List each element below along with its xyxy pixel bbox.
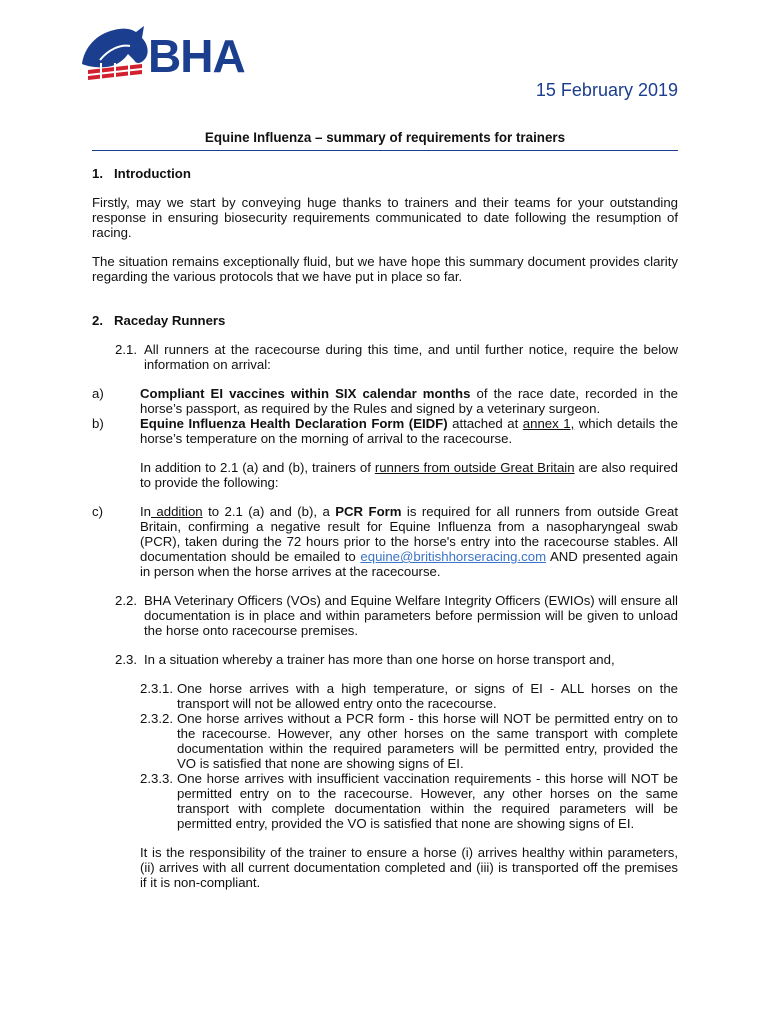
clause-number: 2.1.	[115, 342, 137, 357]
logo-text: BHA	[148, 30, 245, 82]
item-a	[92, 386, 678, 416]
clause-number: 2.3.2.	[140, 711, 173, 726]
responsibility-paragraph: It is the responsibility of the trainer to ensure a horse (i) arrives healthy within parameters, (ii) arrives with all current documentation completed and (iii) is transported off the premises if it is non-compliant.	[140, 845, 678, 890]
clause-text: In a situation whereby a trainer has more than one horse on horse transport and,	[144, 652, 615, 667]
section-2-heading: 2. Raceday Runners	[92, 313, 226, 328]
item-bold-text: Compliant EI vaccines within SIX calendar months	[140, 386, 471, 401]
item-label: c)	[92, 504, 103, 519]
item-mid-text: attached at	[447, 416, 523, 431]
item-mid-text: to 2.1 (a) and (b), a	[202, 504, 336, 519]
item-label: b)	[92, 416, 104, 431]
note-text: In addition to 2.1 (a) and (b), trainers of	[140, 460, 375, 475]
clause-number: 2.3.3.	[140, 771, 173, 786]
bha-logo	[78, 20, 278, 84]
item-text	[140, 416, 678, 446]
item-text	[140, 504, 678, 579]
clause-text: All runners at the racecourse during this time, and until further notice, require the below information on arrival:	[144, 342, 678, 372]
clause-2-3-1	[140, 681, 678, 711]
intro-paragraph-2: The situation remains exceptionally fluid, but we have hope this summary document provides clarity regarding the various protocols that we have put in place so far.	[92, 254, 678, 284]
clause-text: One horse arrives without a PCR form - this horse will NOT be permitted entry on to the racecourse. However, any other horses on the same transport with complete documentation within the required parameters will be permitted entry, provided the VO is satisfied that none are showing signs of EI.	[177, 711, 678, 771]
item-bold-text: PCR Form	[335, 504, 402, 519]
intro-paragraph-1: Firstly, may we start by conveying huge thanks to trainers and their teams for your outstanding response in ensuring biosecurity requirements communicated to date following the resumption of racing.	[92, 195, 678, 240]
item-bold-text: Equine Influenza Health Declaration Form (EIDF)	[140, 416, 448, 431]
email-link[interactable]: equine@britishhorseracing.com	[360, 549, 547, 564]
clause-2-2	[115, 593, 678, 638]
item-c	[92, 504, 678, 579]
horse-head-icon	[82, 26, 148, 67]
clause-number: 2.2.	[115, 593, 137, 608]
clause-number: 2.3.1.	[140, 681, 173, 696]
clause-text: One horse arrives with a high temperature, or signs of EI - ALL horses on the transport will not be allowed entry onto the racecourse.	[177, 681, 678, 711]
clause-text: One horse arrives with insufficient vaccination requirements - this horse will NOT be permitted entry on to the racecourse. However, any other horses on the same transport with complete documentation within the required parameters will be permitted entry, provided the VO is satisfied that none are showing signs of EI.	[177, 771, 678, 831]
item-text	[140, 386, 678, 416]
item-pre-text: In	[140, 504, 151, 519]
clause-2-3	[115, 652, 678, 667]
document-date: 15 February 2019	[535, 80, 678, 100]
title-divider	[92, 150, 678, 151]
clause-2-3-2	[140, 711, 678, 771]
outside-gb-note	[140, 460, 678, 490]
section-1-heading: 1. Introduction	[92, 166, 191, 181]
item-b	[92, 416, 678, 446]
clause-2-3-3	[140, 771, 678, 831]
clause-text: BHA Veterinary Officers (VOs) and Equine Welfare Integrity Officers (EWIOs) will ensure all documentation is in place and within parameters before permission will be given to unload the horse onto racecourse premises.	[144, 593, 678, 638]
item-rest-text: of the race date, recorded in the horse’s passport, as required by the Rules and signed by a veterinary surgeon.	[140, 386, 679, 416]
annex-link[interactable]: annex 1,	[522, 416, 575, 431]
document-body	[92, 166, 678, 890]
item-rest-text: which details the horse’s temperature on the morning of arrival to the racecourse.	[140, 416, 678, 446]
note-underlined-text: runners from outside Great Britain	[374, 460, 575, 475]
note-text-end: are also required to provide the following:	[140, 460, 678, 490]
item-underlined-text: addition	[151, 504, 203, 519]
item-end-text: AND presented again in person when the horse arrives at the racecourse.	[140, 549, 679, 579]
item-label: a)	[92, 386, 104, 401]
item-rest-text: is required for all runners from outside Great Britain, confirming a negative result for Equine Influenza from a nasopharyngeal swab (PCR), taken during the 72 hours prior to the horse's entry into the racecourse stables. All documentation should be emailed to	[140, 504, 679, 564]
document-title: Equine Influenza – summary of requirements for trainers	[204, 130, 566, 145]
clause-2-1	[115, 342, 678, 372]
clause-number: 2.3.	[115, 652, 137, 667]
